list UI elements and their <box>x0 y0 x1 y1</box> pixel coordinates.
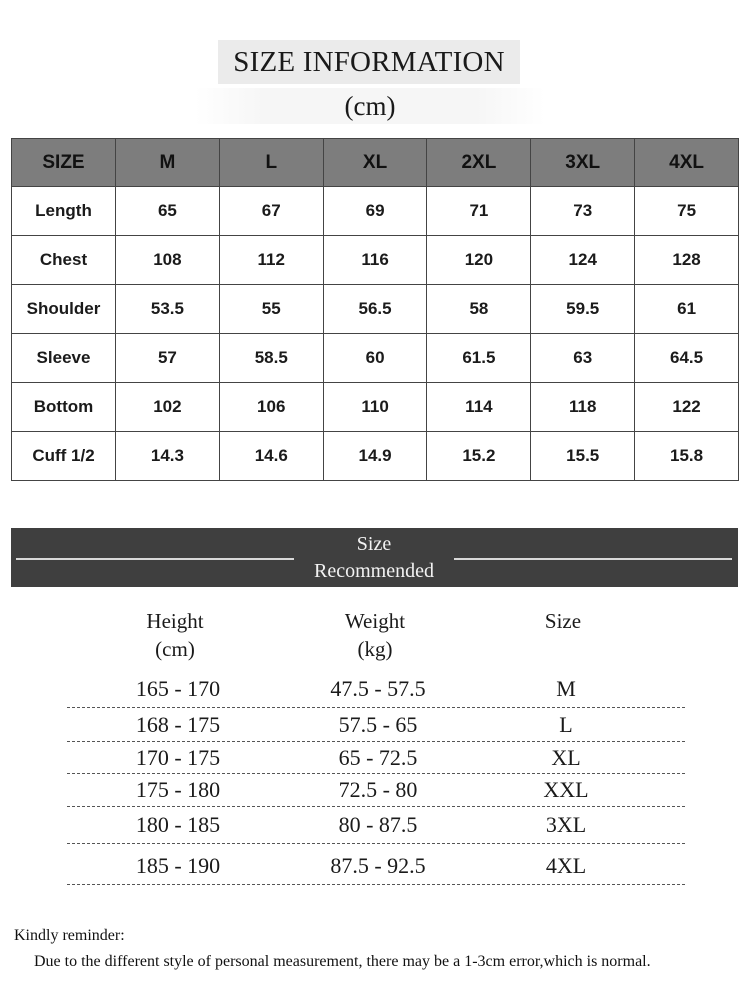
size-table <box>11 138 739 481</box>
measurement-value: 55 <box>219 285 323 334</box>
recommended-size-cell: M <box>556 676 576 701</box>
size-header-cell: L <box>219 139 323 187</box>
measurement-label: Sleeve <box>12 334 116 383</box>
weight-range-cell: 57.5 - 65 <box>338 712 418 737</box>
banner-title-line1: Size <box>356 532 392 555</box>
size-column-header <box>463 607 663 635</box>
measurement-value: 53.5 <box>116 285 220 334</box>
measurement-value: 15.8 <box>635 432 739 481</box>
measurement-label: Chest <box>12 236 116 285</box>
measurement-value: 69 <box>323 187 427 236</box>
size-header-cell: 2XL <box>427 139 531 187</box>
measurement-value: 128 <box>635 236 739 285</box>
row-divider <box>67 773 685 774</box>
weight-range-cell: 47.5 - 57.5 <box>330 676 426 701</box>
size-header-label: SIZE <box>12 139 116 187</box>
row-divider <box>67 884 685 885</box>
size-table-row <box>12 383 739 432</box>
measurement-value: 116 <box>323 236 427 285</box>
row-divider <box>67 843 685 844</box>
measurement-value: 58.5 <box>219 334 323 383</box>
recommended-size-cell: 4XL <box>545 853 587 878</box>
weight-header-unit: (kg) <box>357 637 393 661</box>
measurement-value: 64.5 <box>635 334 739 383</box>
measurement-value: 61 <box>635 285 739 334</box>
size-table-row <box>12 236 739 285</box>
size-table-header-row <box>12 139 739 187</box>
weight-column-header <box>275 607 475 663</box>
weight-range-cell: 65 - 72.5 <box>338 745 418 770</box>
size-table-row <box>12 432 739 481</box>
size-header-cell: XL <box>323 139 427 187</box>
recommended-size-cell: XXL <box>543 777 589 802</box>
measurement-value: 60 <box>323 334 427 383</box>
height-range-cell: 165 - 170 <box>135 676 221 701</box>
measurement-value: 71 <box>427 187 531 236</box>
weight-range-cell: 80 - 87.5 <box>338 812 418 837</box>
row-divider <box>67 806 685 807</box>
size-header-cell: 3XL <box>531 139 635 187</box>
measurement-label: Shoulder <box>12 285 116 334</box>
size-recommended-banner <box>11 528 738 587</box>
banner-title-line2: Recommended <box>314 559 434 582</box>
height-range-cell: 180 - 185 <box>135 812 221 837</box>
measurement-value: 56.5 <box>323 285 427 334</box>
page-title: SIZE INFORMATION <box>218 40 520 84</box>
weight-header-label: Weight <box>344 609 406 633</box>
measurement-value: 75 <box>635 187 739 236</box>
measurement-value: 14.3 <box>116 432 220 481</box>
measurement-value: 15.2 <box>427 432 531 481</box>
measurement-value: 65 <box>116 187 220 236</box>
measurement-value: 61.5 <box>427 334 531 383</box>
size-table-row <box>12 334 739 383</box>
measurement-label: Bottom <box>12 383 116 432</box>
recommended-size-cell: L <box>559 712 573 737</box>
recommended-size-cell: 3XL <box>545 812 587 837</box>
banner-divider-right <box>454 558 732 560</box>
measurement-value: 114 <box>427 383 531 432</box>
measurement-value: 14.6 <box>219 432 323 481</box>
measurement-value: 122 <box>635 383 739 432</box>
height-header-label: Height <box>146 609 204 633</box>
measurement-value: 67 <box>219 187 323 236</box>
size-table-row <box>12 285 739 334</box>
measurement-value: 63 <box>531 334 635 383</box>
recommended-size-cell: XL <box>551 745 581 770</box>
height-header-unit: (cm) <box>155 637 195 661</box>
banner-divider-left <box>16 558 294 560</box>
height-range-cell: 170 - 175 <box>135 745 221 770</box>
measurement-value: 118 <box>531 383 635 432</box>
size-header-label: Size <box>544 609 582 633</box>
height-range-cell: 185 - 190 <box>135 853 221 878</box>
height-range-cell: 168 - 175 <box>135 712 221 737</box>
measurement-value: 124 <box>531 236 635 285</box>
height-range-cell: 175 - 180 <box>135 777 221 802</box>
banner-title <box>294 528 454 587</box>
measurement-value: 120 <box>427 236 531 285</box>
weight-range-cell: 87.5 - 92.5 <box>330 853 426 878</box>
row-divider <box>67 707 685 708</box>
reminder-title: Kindly reminder: <box>14 927 125 944</box>
measurement-value: 110 <box>323 383 427 432</box>
row-divider <box>67 741 685 742</box>
unit-label: (cm) <box>195 88 545 124</box>
weight-range-cell: 72.5 - 80 <box>338 777 418 802</box>
size-table-row <box>12 187 739 236</box>
measurement-value: 108 <box>116 236 220 285</box>
height-column-header <box>75 607 275 663</box>
measurement-value: 14.9 <box>323 432 427 481</box>
measurement-value: 73 <box>531 187 635 236</box>
reminder-text: Due to the different style of personal measurement, there may be a 1-3cm error,which is normal. <box>34 953 651 970</box>
size-header-cell: 4XL <box>635 139 739 187</box>
size-header-cell: M <box>116 139 220 187</box>
measurement-label: Cuff 1/2 <box>12 432 116 481</box>
measurement-value: 58 <box>427 285 531 334</box>
measurement-value: 102 <box>116 383 220 432</box>
measurement-value: 15.5 <box>531 432 635 481</box>
measurement-value: 106 <box>219 383 323 432</box>
measurement-label: Length <box>12 187 116 236</box>
measurement-value: 57 <box>116 334 220 383</box>
measurement-value: 59.5 <box>531 285 635 334</box>
measurement-value: 112 <box>219 236 323 285</box>
